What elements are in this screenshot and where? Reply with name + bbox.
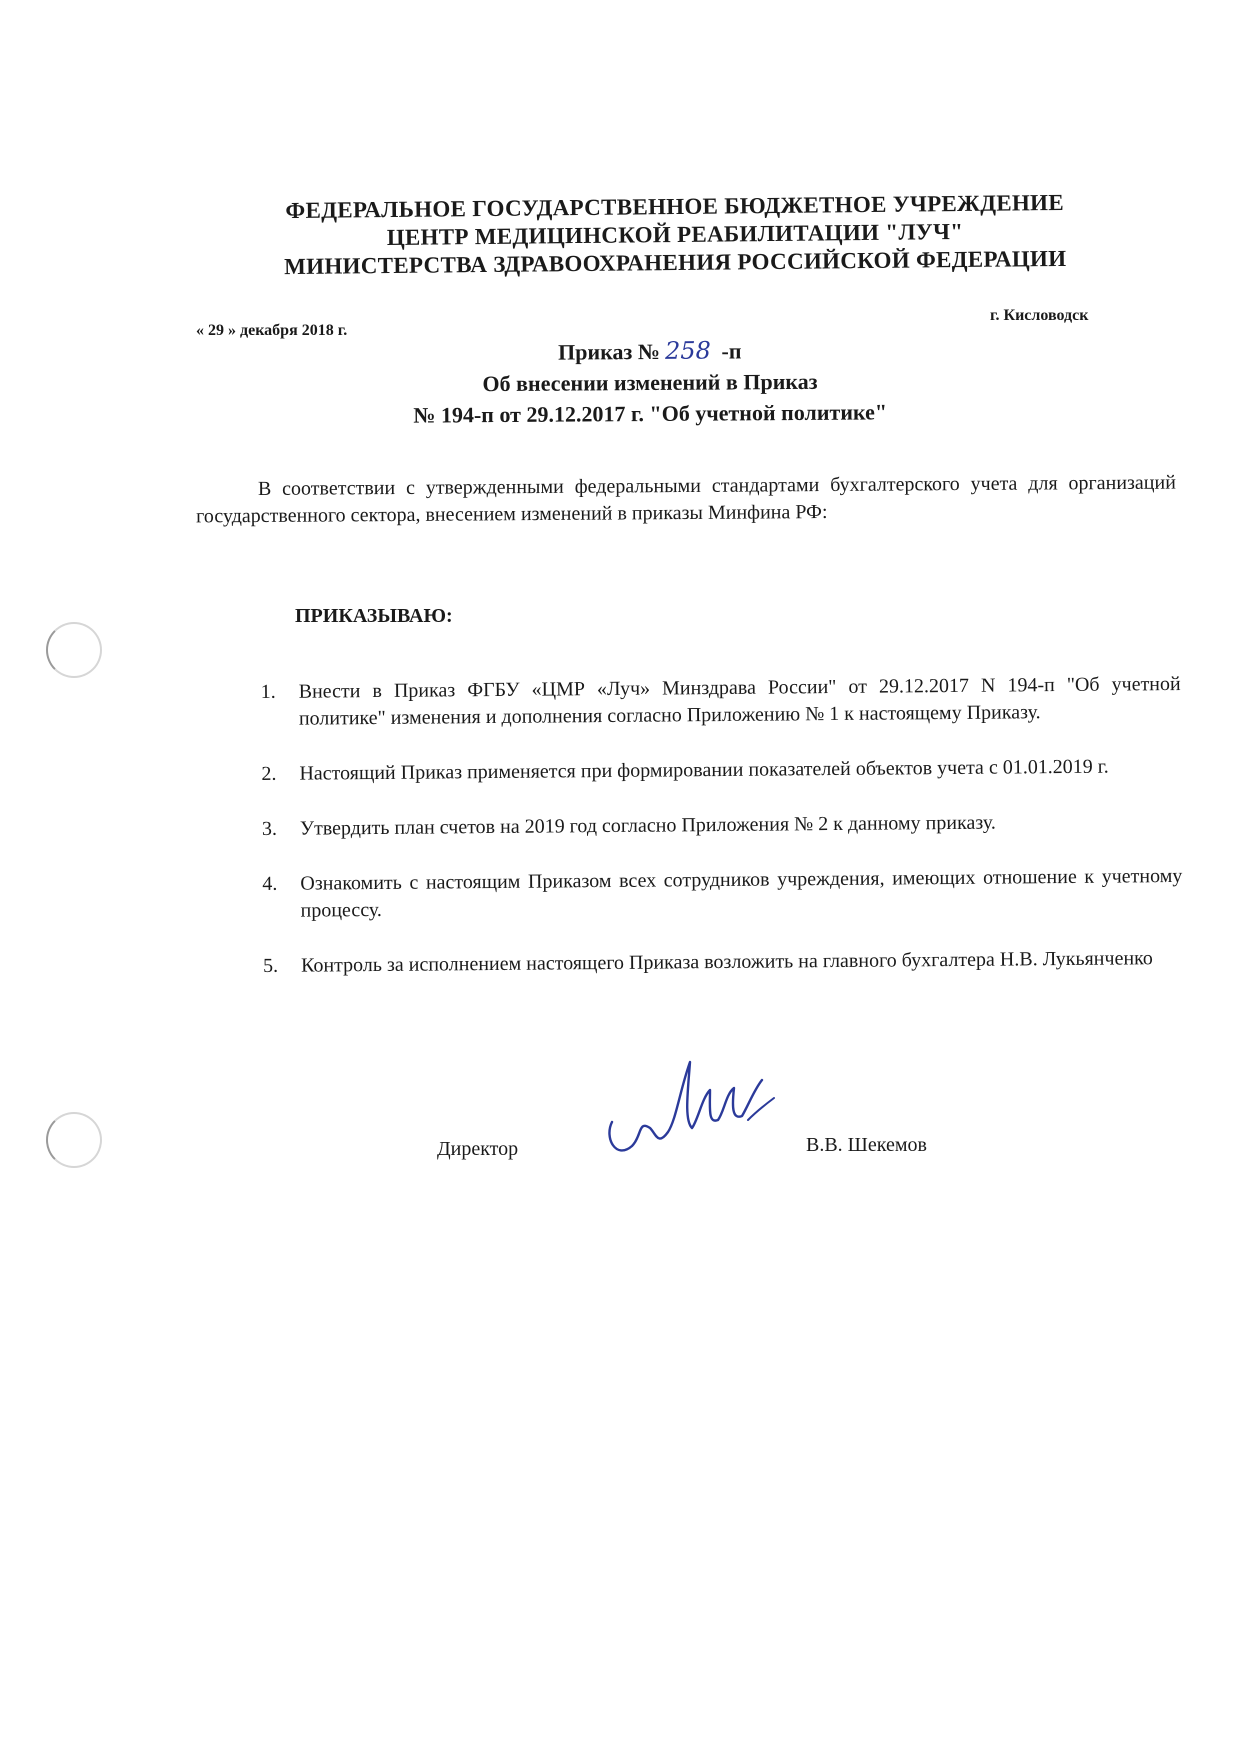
order-suffix: -п [715, 338, 742, 364]
item-text: Контроль за исполнением настоящего Приказа возложить на главного бухгалтера Н.В. Лукьянченко [300, 947, 1153, 977]
list-item [261, 671, 1181, 733]
order-date: « 29 » декабря 2018 г. [196, 322, 348, 339]
item-number: 2. [261, 762, 277, 786]
list-item [261, 753, 1181, 788]
city: г. Кисловодск [990, 307, 1089, 324]
list-item [263, 945, 1183, 980]
org-line-3: МИНИСТЕРСТВА ЗДРАВООХРАНЕНИЯ РОССИЙСКОЙ ФЕДЕРАЦИИ [284, 245, 1067, 280]
item-number: 3. [261, 817, 277, 841]
item-number: 4. [262, 872, 278, 896]
list-item [262, 863, 1182, 925]
org-line-2: ЦЕНТР МЕДИЦИНСКОЙ РЕАБИЛИТАЦИИ "ЛУЧ" [386, 218, 964, 251]
item-number: 1. [260, 680, 276, 704]
order-number-line [330, 334, 970, 369]
signatory-title: Директор [437, 1138, 519, 1160]
item-text: Утвердить план счетов на 2019 год согласно Приложения № 2 к данному приказу. [299, 811, 996, 840]
order-number-handwritten: 258 [664, 336, 711, 365]
punch-hole-top [46, 622, 102, 678]
order-subject-line-2: № 194-п от 29.12.2017 г. "Об учетной политике" [413, 399, 888, 428]
orders-heading: ПРИКАЗЫВАЮ: [295, 605, 453, 627]
item-number: 5. [262, 954, 279, 978]
punch-hole-bottom [46, 1112, 102, 1168]
order-subject-line-1: Об внесении изменений в Приказ [482, 368, 818, 397]
order-title [330, 334, 971, 431]
item-text: Ознакомить с настоящим Приказом всех сотрудников учреждения, имеющих отношение к учетному процессу. [300, 864, 1183, 922]
org-line-1: ФЕДЕРАЛЬНОЕ ГОСУДАРСТВЕННОЕ БЮДЖЕТНОЕ УЧРЕЖДЕНИЕ [285, 189, 1065, 224]
order-prefix: Приказ № [558, 338, 661, 365]
item-text: Внести в Приказ ФГБУ «ЦМР «Луч» Минздрава России" от 29.12.2017 N 194-п "Об учетной политике" изменения и дополнения согласно Приложению № 1 к настоящему Приказу. [298, 672, 1181, 730]
list-item [262, 808, 1182, 843]
order-items-list [261, 671, 1184, 1008]
item-text: Настоящий Приказ применяется при формировании показателей объектов учета с 01.01.2019 г. [299, 755, 1109, 785]
intro-paragraph: В соответствии с утвержденными федеральными стандартами бухгалтерского учета для организаций государственного сектора, внесением изменений в приказы Минфина РФ: [196, 471, 1176, 528]
organization-header [240, 188, 1111, 281]
handwritten-signature [598, 1050, 778, 1170]
signatory-name: В.В. Шекемов [806, 1134, 927, 1156]
